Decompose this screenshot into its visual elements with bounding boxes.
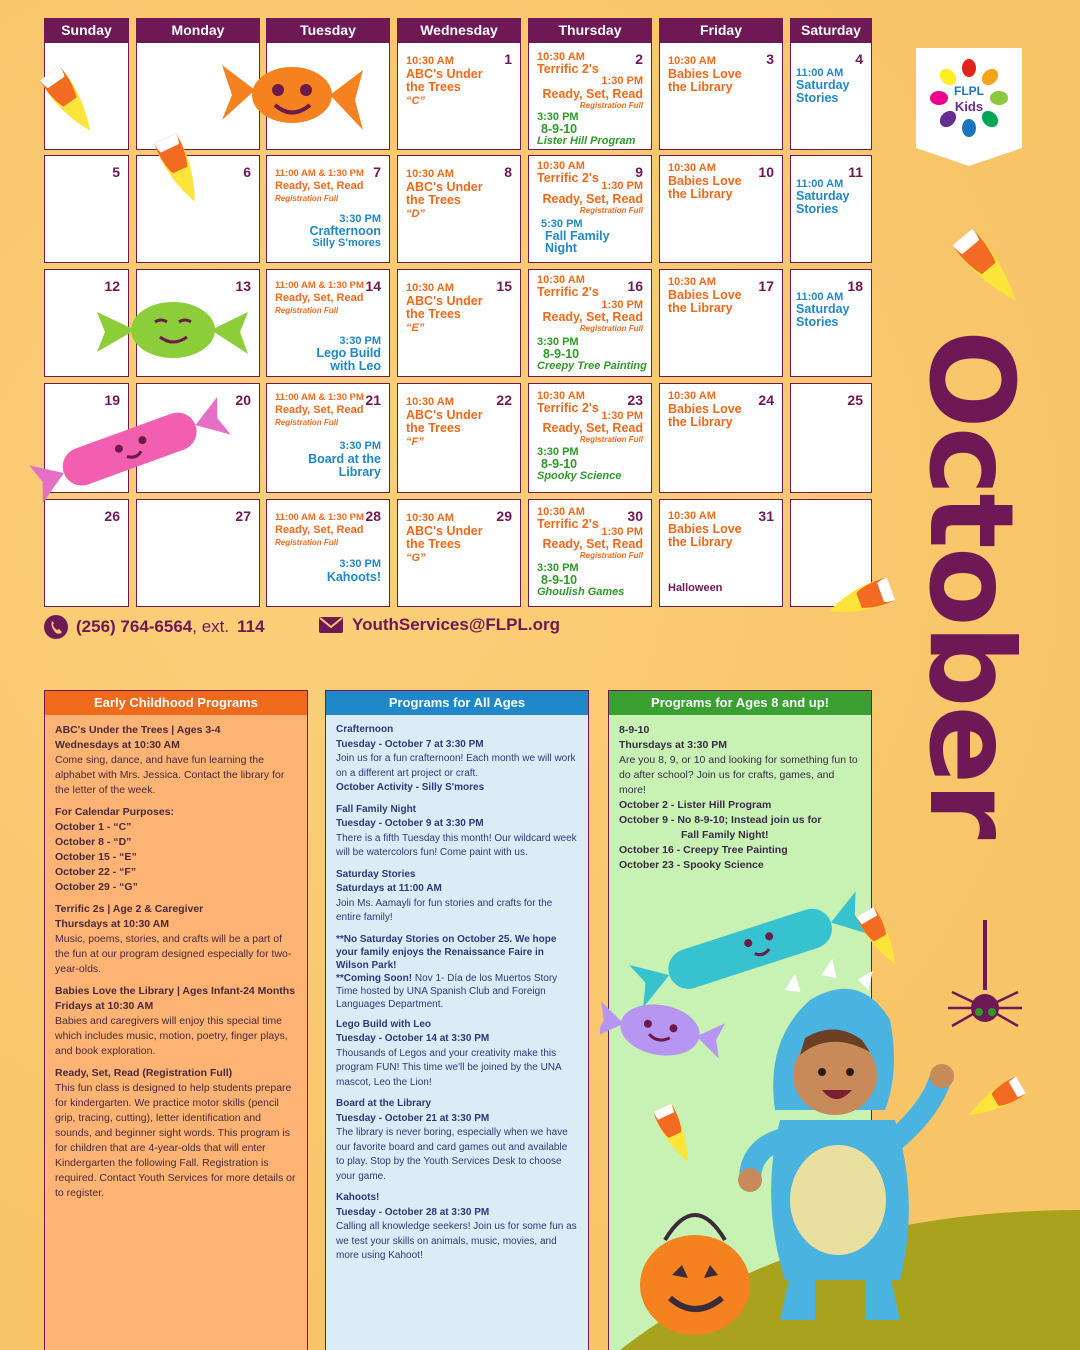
day-cell <box>44 499 129 607</box>
day-cell <box>659 42 783 150</box>
date-number: 22 <box>496 392 512 408</box>
coming-soon-text: Nov 1- Día de los Muertos Story Time hosted by UNA Spanish Club and Foreign Languages Department. <box>336 972 558 1010</box>
event-title: 8-9-10 <box>541 122 578 136</box>
program-heading: ABC's Under the Trees | Ages 3-4 <box>55 724 221 736</box>
program-description: Music, poems, stories, and crafts will be a part of the fun at our program designed especially for two-year-olds. <box>55 933 292 975</box>
date-number: 28 <box>365 508 381 524</box>
registration-note: Registration Full <box>275 306 339 315</box>
event-title: Terrific 2's <box>537 401 599 415</box>
program-schedule: Wednesdays at 10:30 AM <box>55 739 180 751</box>
dino-kid-illustration <box>600 880 1080 1350</box>
day-header-monday: Monday <box>136 18 260 42</box>
date-number: 9 <box>635 164 643 180</box>
event-title: Stories <box>796 91 839 105</box>
wrapped-candy-orange-icon <box>220 50 365 140</box>
event-letter: “C” <box>406 95 425 107</box>
date-number: 15 <box>496 278 512 294</box>
date-number: 25 <box>847 392 863 408</box>
event-time: 10:30 AM <box>668 55 716 67</box>
date-number: 20 <box>235 392 251 408</box>
event-title: Ready, Set, Read <box>542 310 643 324</box>
day-cell <box>528 383 652 493</box>
event-title: 8-9-10 <box>541 573 578 587</box>
event-time: 10:30 AM <box>537 160 585 172</box>
coming-soon <box>336 972 578 1011</box>
event-title: Saturday <box>796 78 850 92</box>
wrapped-candy-green-icon <box>95 292 250 372</box>
program-schedule: Tuesday - October 28 at 3:30 PM <box>336 1206 490 1218</box>
event-title: Ready, Set, Read <box>542 537 643 551</box>
event-title: Fall Family <box>545 229 610 243</box>
date-number: 11 <box>848 164 863 180</box>
program-description: Join Ms. Aamayli for fun stories and crafts for the entire family! <box>336 897 553 923</box>
registration-note: Registration Full <box>275 418 339 427</box>
day-cell <box>266 155 390 263</box>
event-time: 10:30 AM <box>668 162 716 174</box>
event-title: Ready, Set, Read <box>542 421 643 435</box>
event-title: Stories <box>796 202 839 216</box>
schedule-item: October 16 - Creepy Tree Painting <box>619 844 788 856</box>
event-subtitle: Lister Hill Program <box>537 135 636 147</box>
day-cell <box>44 155 129 263</box>
event-title: Night <box>545 241 577 255</box>
date-number: 7 <box>373 164 381 180</box>
day-header-saturday: Saturday <box>790 18 872 42</box>
date-number: 8 <box>504 164 512 180</box>
event-title: ABC's Under <box>406 294 483 308</box>
event-time: 1:30 PM <box>601 410 643 422</box>
schedule-item: October 9 - No 8-9-10; Instead join us for <box>619 814 822 826</box>
letter-date: October 8 - “D” <box>55 836 132 848</box>
event-time: 11:00 AM & 1:30 PM <box>275 168 364 179</box>
candy-corn-icon <box>945 222 1035 317</box>
program-heading: Fall Family Night <box>336 803 417 815</box>
program-schedule: Tuesday - October 21 at 3:30 PM <box>336 1112 490 1124</box>
event-title: Terrific 2's <box>537 517 599 531</box>
event-time: 3:30 PM <box>537 111 579 123</box>
early-childhood-panel <box>44 690 308 1350</box>
program-heading: Ready, Set, Read (Registration Full) <box>55 1067 233 1079</box>
program-description: Join us for a fun crafternoon! Each month we will work on a different art project or craft. <box>336 753 576 779</box>
event-title: Babies Love <box>668 67 742 81</box>
logo-text: Kids <box>954 99 984 114</box>
registration-note: Registration Full <box>579 206 643 215</box>
event-time: 3:30 PM <box>537 446 579 458</box>
holiday-label: Halloween <box>668 582 723 594</box>
event-time: 10:30 AM <box>537 390 585 402</box>
event-title: Crafternoon <box>309 224 381 238</box>
date-number: 14 <box>365 278 381 294</box>
event-title: Ready, Set, Read <box>542 192 643 206</box>
day-cell <box>659 499 783 607</box>
letter-date: October 15 - “E” <box>55 851 137 863</box>
event-time: 11:00 AM & 1:30 PM <box>275 512 364 523</box>
event-time: 11:00 AM <box>796 291 844 303</box>
event-title: Kahoots! <box>326 570 381 584</box>
panel-body <box>326 715 588 1279</box>
program-heading: Crafternoon <box>336 724 394 735</box>
event-title: the Trees <box>406 537 461 551</box>
day-cell <box>659 269 783 377</box>
event-time: 3:30 PM <box>339 558 381 570</box>
event-time: 3:30 PM <box>537 562 579 574</box>
day-cell <box>528 269 652 377</box>
email-icon <box>318 615 344 635</box>
registration-note: Registration Full <box>275 194 339 203</box>
event-time: 1:30 PM <box>601 180 643 192</box>
event-title: the Trees <box>406 421 461 435</box>
event-time: 10:30 AM <box>537 506 585 518</box>
event-title: Terrific 2's <box>537 171 599 185</box>
event-title: the Library <box>668 80 733 94</box>
event-letter: “D” <box>406 208 425 220</box>
event-time: 10:30 AM <box>668 390 716 402</box>
registration-note: Registration Full <box>579 324 643 333</box>
event-letter: “G” <box>406 552 426 564</box>
day-cell <box>790 269 872 377</box>
registration-note: Registration Full <box>579 435 643 444</box>
event-title: Babies Love <box>668 174 742 188</box>
email-address: YouthServices@FLPL.org <box>352 615 561 634</box>
letter-date: October 29 - “G” <box>55 881 138 893</box>
date-number: 17 <box>758 278 774 294</box>
program-schedule: Thursdays at 3:30 PM <box>619 739 727 751</box>
date-number: 30 <box>627 508 643 524</box>
registration-note: Registration Full <box>579 101 643 110</box>
event-time: 10:30 AM <box>537 51 585 63</box>
event-title: Lego Build <box>316 346 381 360</box>
date-number: 16 <box>627 278 643 294</box>
event-time: 1:30 PM <box>601 75 643 87</box>
day-cell <box>790 383 872 493</box>
date-number: 23 <box>627 392 643 408</box>
program-schedule: Tuesday - October 14 at 3:30 PM <box>336 1033 490 1044</box>
event-title: ABC's Under <box>406 67 483 81</box>
event-title: 8-9-10 <box>541 457 578 471</box>
flpl-kids-logo <box>914 48 1024 166</box>
event-title: ABC's Under <box>406 524 483 538</box>
event-title: Terrific 2's <box>537 285 599 299</box>
event-title: the Trees <box>406 307 461 321</box>
program-heading: Terrific 2s | Age 2 & Caregiver <box>55 903 204 915</box>
day-cell <box>397 269 521 377</box>
all-ages-panel <box>325 690 589 1350</box>
registration-note: Registration Full <box>275 538 339 547</box>
program-heading: Lego Build with Leo <box>336 1018 431 1030</box>
event-title: Ready, Set, Read <box>275 292 364 304</box>
date-number: 1 <box>504 51 512 67</box>
program-description: Come sing, dance, and have fun learning the alphabet with Mrs. Jessica. Contact the library for the letter of the week. <box>55 754 285 796</box>
email-contact[interactable] <box>318 615 560 635</box>
ext-label: , ext. <box>192 617 230 636</box>
wrapped-candy-pink-icon <box>25 395 235 505</box>
day-header-tuesday: Tuesday <box>266 18 390 42</box>
event-title: Babies Love <box>668 402 742 416</box>
date-number: 13 <box>235 278 251 294</box>
date-number: 19 <box>104 392 120 408</box>
program-description: This fun class is designed to help students prepare for kindergarten. We practice motor skills (pencil grip, tracing, cutting), letter identification and sounds, and beginner sight words. This program is for children that are 4-year-olds that will enter Kindergarten the following Fall. Registration is required. Contact Youth Services for more details or to register. <box>55 1082 296 1199</box>
event-title: Saturday <box>796 189 850 203</box>
event-title: Board at the <box>308 452 381 466</box>
date-number: 18 <box>847 278 863 294</box>
event-time: 3:30 PM <box>339 335 381 347</box>
panel-body <box>609 715 871 881</box>
event-title: Stories <box>796 315 839 329</box>
event-letter: “E” <box>406 322 425 334</box>
event-title: ABC's Under <box>406 408 483 422</box>
event-title: with Leo <box>330 359 381 373</box>
phone-number: (256) 764-6564 <box>76 617 193 636</box>
date-number: 4 <box>855 51 863 67</box>
event-time: 3:30 PM <box>339 440 381 452</box>
date-number: 26 <box>104 508 120 524</box>
month-title <box>903 330 1038 960</box>
day-cell <box>266 499 390 607</box>
date-number: 12 <box>104 278 120 294</box>
program-schedule: Thursdays at 10:30 AM <box>55 918 169 930</box>
program-schedule: Tuesday - October 9 at 3:30 PM <box>336 818 484 829</box>
event-time: 11:00 AM <box>796 178 844 190</box>
event-time: 5:30 PM <box>541 218 583 230</box>
date-number: 5 <box>112 164 120 180</box>
candy-corn-icon <box>140 130 220 210</box>
program-heading: Board at the Library <box>336 1098 432 1109</box>
day-cell <box>659 155 783 263</box>
event-title: Ready, Set, Read <box>275 404 364 416</box>
candy-corn-icon <box>30 62 110 142</box>
event-time: 10:30 AM <box>406 512 454 524</box>
saturday-note: **No Saturday Stories on October 25. We hope your family enjoys the Renaissance Faire in Wilson Park! <box>336 933 557 971</box>
event-time: 10:30 AM <box>406 282 454 294</box>
candy-corn-icon <box>820 565 900 635</box>
logo-text: FLPL <box>954 84 984 98</box>
event-title: Ready, Set, Read <box>275 524 364 536</box>
schedule-item: Fall Family Night! <box>681 829 769 841</box>
event-subtitle: Ghoulish Games <box>537 586 625 598</box>
day-cell <box>528 42 652 150</box>
month-text: October <box>903 330 1038 838</box>
panel-title: Programs for Ages 8 and up! <box>609 691 871 715</box>
day-cell <box>266 269 390 377</box>
event-time: 11:00 AM <box>796 67 844 79</box>
date-number: 21 <box>365 392 381 408</box>
day-cell <box>790 155 872 263</box>
date-number: 3 <box>766 51 774 67</box>
event-time: 11:00 AM & 1:30 PM <box>275 280 364 291</box>
day-header-friday: Friday <box>659 18 783 42</box>
registration-note: Registration Full <box>579 551 643 560</box>
program-description: There is a fifth Tuesday this month! Our wildcard week will be watercolors fun! Come paint with us. <box>336 832 577 858</box>
event-title: the Trees <box>406 80 461 94</box>
program-activity: October Activity - Silly S'mores <box>336 782 485 793</box>
event-title: the Library <box>668 415 733 429</box>
day-cell <box>397 42 521 150</box>
event-title: 8-9-10 <box>543 347 580 361</box>
ext-number: 114 <box>237 617 265 636</box>
day-cell <box>528 499 652 607</box>
day-header-wednesday: Wednesday <box>397 18 521 42</box>
event-time: 3:30 PM <box>339 213 381 225</box>
event-subtitle: Silly S'mores <box>312 237 381 249</box>
program-heading: Saturday Stories <box>336 868 416 880</box>
event-title: Saturday <box>796 302 850 316</box>
date-number: 31 <box>758 508 774 524</box>
event-time: 10:30 AM <box>406 168 454 180</box>
program-description: Calling all knowledge seekers! Join us for some fun as we test your skills on animals, music, movies, and more using Kahoot! <box>336 1221 577 1261</box>
date-number: 10 <box>758 164 774 180</box>
program-description: The library is never boring, especially when we have our favorite board and card games out and available to play. Stop by the Youth Services Desk to choose your game. <box>336 1127 568 1182</box>
date-number: 24 <box>758 392 774 408</box>
day-cell <box>397 155 521 263</box>
event-time: 10:30 AM <box>668 510 716 522</box>
program-heading: 8-9-10 <box>619 724 650 736</box>
date-number: 2 <box>635 51 643 67</box>
date-number: 29 <box>496 508 512 524</box>
schedule-item: October 2 - Lister Hill Program <box>619 799 772 811</box>
panel-title: Early Childhood Programs <box>45 691 307 715</box>
program-description: Are you 8, 9, or 10 and looking for something fun to do after school? Join us for crafts, games, and more! <box>619 754 858 796</box>
program-schedule: Fridays at 10:30 AM <box>55 1000 154 1012</box>
event-title: Babies Love <box>668 288 742 302</box>
program-schedule: Saturdays at 11:00 AM <box>336 883 442 894</box>
letter-date: October 1 - “C” <box>55 821 132 833</box>
day-cell <box>397 499 521 607</box>
event-title: the Library <box>668 535 733 549</box>
phone-contact[interactable] <box>44 615 265 639</box>
event-title: Ready, Set, Read <box>275 180 364 192</box>
program-heading: Kahoots! <box>336 1192 380 1203</box>
event-title: ABC's Under <box>406 180 483 194</box>
date-number: 6 <box>243 164 251 180</box>
event-time: 1:30 PM <box>601 299 643 311</box>
event-subtitle: Spooky Science <box>537 470 622 482</box>
event-time: 10:30 AM <box>668 276 716 288</box>
event-time: 10:30 AM <box>537 274 585 286</box>
day-cell <box>397 383 521 493</box>
day-header-thursday: Thursday <box>528 18 652 42</box>
event-title: Library <box>338 465 381 479</box>
event-time: 10:30 AM <box>406 396 454 408</box>
day-cell <box>528 155 652 263</box>
letter-date: October 22 - “F” <box>55 866 137 878</box>
date-number: 27 <box>235 508 251 524</box>
event-title: Ready, Set, Read <box>542 87 643 101</box>
schedule-item: October 23 - Spooky Science <box>619 859 764 871</box>
panel-title: Programs for All Ages <box>326 691 588 715</box>
phone-icon <box>44 615 68 639</box>
day-cell <box>136 499 260 607</box>
coming-soon-label: **Coming Soon! <box>336 972 413 984</box>
event-letter: “F” <box>406 436 424 448</box>
event-title: the Trees <box>406 193 461 207</box>
event-subtitle: Creepy Tree Painting <box>537 360 647 372</box>
event-title: Babies Love <box>668 522 742 536</box>
program-description: Thousands of Legos and your creativity make this program FUN! This time we'll be joined by the UNA mascot, Leo the Lion! <box>336 1047 562 1088</box>
event-time: 11:00 AM & 1:30 PM <box>275 392 364 403</box>
program-schedule: Tuesday - October 7 at 3:30 PM <box>336 738 484 750</box>
day-cell <box>266 383 390 493</box>
calendar-purposes-heading: For Calendar Purposes: <box>55 806 175 818</box>
day-cell <box>790 42 872 150</box>
panel-body <box>45 715 307 1216</box>
event-time: 10:30 AM <box>406 55 454 67</box>
program-description: Babies and caregivers will enjoy this special time which includes music, motion, poetry, finger plays, and book exploration. <box>55 1015 288 1057</box>
event-title: the Library <box>668 187 733 201</box>
day-cell <box>659 383 783 493</box>
event-title: Terrific 2's <box>537 62 599 76</box>
program-heading: Babies Love the Library | Ages Infant-24 Months <box>55 985 296 997</box>
day-header-sunday: Sunday <box>44 18 129 42</box>
event-title: the Library <box>668 301 733 315</box>
event-time: 3:30 PM <box>537 336 579 348</box>
event-time: 1:30 PM <box>601 526 643 538</box>
